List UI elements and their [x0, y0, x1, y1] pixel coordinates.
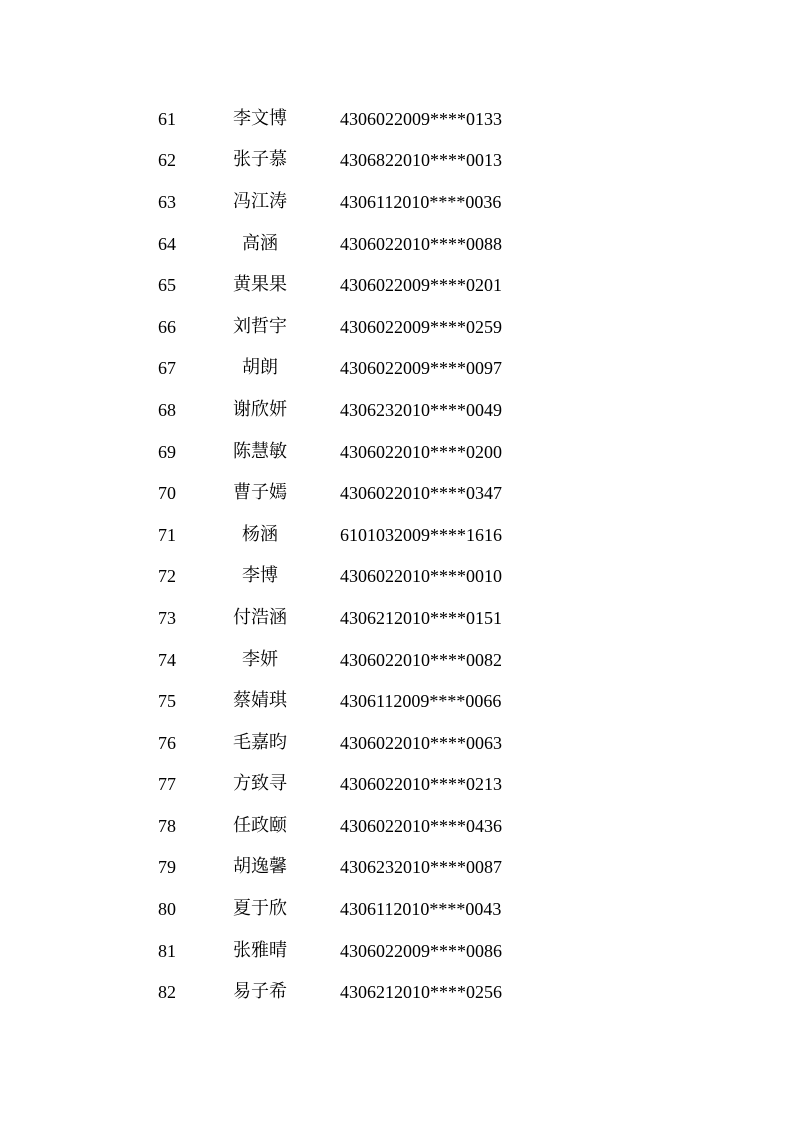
student-name: 黄果果 — [233, 274, 287, 296]
list-item — [0, 805, 793, 847]
list-item — [0, 264, 793, 306]
id-number: 4306022009****0097 — [340, 358, 502, 379]
list-item — [0, 223, 793, 265]
student-name: 李文博 — [233, 107, 287, 129]
student-name: 方致寻 — [233, 773, 287, 795]
row-number: 69 — [158, 441, 176, 462]
id-number: 4306022010****0088 — [340, 233, 502, 254]
list-item — [0, 764, 793, 806]
student-name: 付浩涵 — [233, 606, 287, 628]
student-name: 李博 — [242, 565, 278, 587]
id-number: 4306822010****0013 — [340, 150, 502, 171]
id-number: 4306022009****0133 — [340, 108, 502, 129]
student-name: 刘哲宇 — [233, 315, 287, 337]
id-number: 4306022010****0010 — [340, 566, 502, 587]
row-number: 63 — [158, 191, 176, 212]
row-number: 74 — [158, 649, 176, 670]
id-number: 4306212010****0256 — [340, 982, 502, 1003]
row-number: 68 — [158, 399, 176, 420]
id-number: 4306022010****0347 — [340, 483, 502, 504]
student-name: 胡逸馨 — [233, 856, 287, 878]
student-name: 谢欣妍 — [233, 398, 287, 420]
row-number: 61 — [158, 108, 176, 129]
list-item — [0, 847, 793, 889]
student-name: 高涵 — [242, 232, 278, 254]
row-number: 62 — [158, 150, 176, 171]
id-number: 4306022010****0063 — [340, 732, 502, 753]
row-number: 66 — [158, 316, 176, 337]
list-item — [0, 680, 793, 722]
row-number: 72 — [158, 566, 176, 587]
student-name: 易子希 — [233, 981, 287, 1003]
id-number: 4306232010****0049 — [340, 399, 502, 420]
id-number: 4306212010****0151 — [340, 607, 502, 628]
student-name: 任政颐 — [233, 814, 287, 836]
row-number: 73 — [158, 607, 176, 628]
list-item — [0, 431, 793, 473]
id-number: 4306022009****0259 — [340, 316, 502, 337]
row-number: 75 — [158, 691, 176, 712]
id-number: 4306112010****0036 — [340, 191, 502, 212]
row-number: 80 — [158, 899, 176, 920]
row-number: 78 — [158, 815, 176, 836]
list-item — [0, 639, 793, 681]
list-item — [0, 971, 793, 1013]
student-name: 张雅晴 — [233, 939, 287, 961]
id-number: 4306022010****0200 — [340, 441, 502, 462]
list-item — [0, 306, 793, 348]
student-name: 李妍 — [242, 648, 278, 670]
student-name: 杨涵 — [242, 523, 278, 545]
list-item — [0, 888, 793, 930]
student-name: 胡朗 — [242, 357, 278, 379]
list-item — [0, 472, 793, 514]
id-number: 4306022010****0082 — [340, 649, 502, 670]
id-number: 4306112010****0043 — [340, 899, 502, 920]
id-number: 4306112009****0066 — [340, 691, 502, 712]
list-item — [0, 556, 793, 598]
row-number: 76 — [158, 732, 176, 753]
list-item — [0, 597, 793, 639]
id-number: 4306022009****0086 — [340, 940, 502, 961]
id-number: 6101032009****1616 — [340, 524, 502, 545]
row-number: 82 — [158, 982, 176, 1003]
row-number: 79 — [158, 857, 176, 878]
list-item — [0, 98, 793, 140]
student-name: 陈慧敏 — [233, 440, 287, 462]
list-item — [0, 930, 793, 972]
list-item — [0, 722, 793, 764]
student-name: 夏于欣 — [233, 898, 287, 920]
row-number: 64 — [158, 233, 176, 254]
list-item — [0, 181, 793, 223]
list-item — [0, 389, 793, 431]
row-number: 81 — [158, 940, 176, 961]
row-number: 71 — [158, 524, 176, 545]
student-name: 冯江涛 — [233, 190, 287, 212]
student-name: 张子慕 — [233, 149, 287, 171]
row-number: 70 — [158, 483, 176, 504]
row-number: 77 — [158, 774, 176, 795]
student-name: 曹子嫣 — [233, 482, 287, 504]
id-number: 4306022010****0436 — [340, 815, 502, 836]
id-number: 4306232010****0087 — [340, 857, 502, 878]
row-number: 65 — [158, 275, 176, 296]
id-number: 4306022009****0201 — [340, 275, 502, 296]
list-item — [0, 140, 793, 182]
name-list — [0, 98, 793, 1013]
id-number: 4306022010****0213 — [340, 774, 502, 795]
list-item — [0, 348, 793, 390]
student-name: 蔡婧琪 — [233, 690, 287, 712]
row-number: 67 — [158, 358, 176, 379]
list-item — [0, 514, 793, 556]
student-name: 毛嘉昀 — [233, 731, 287, 753]
